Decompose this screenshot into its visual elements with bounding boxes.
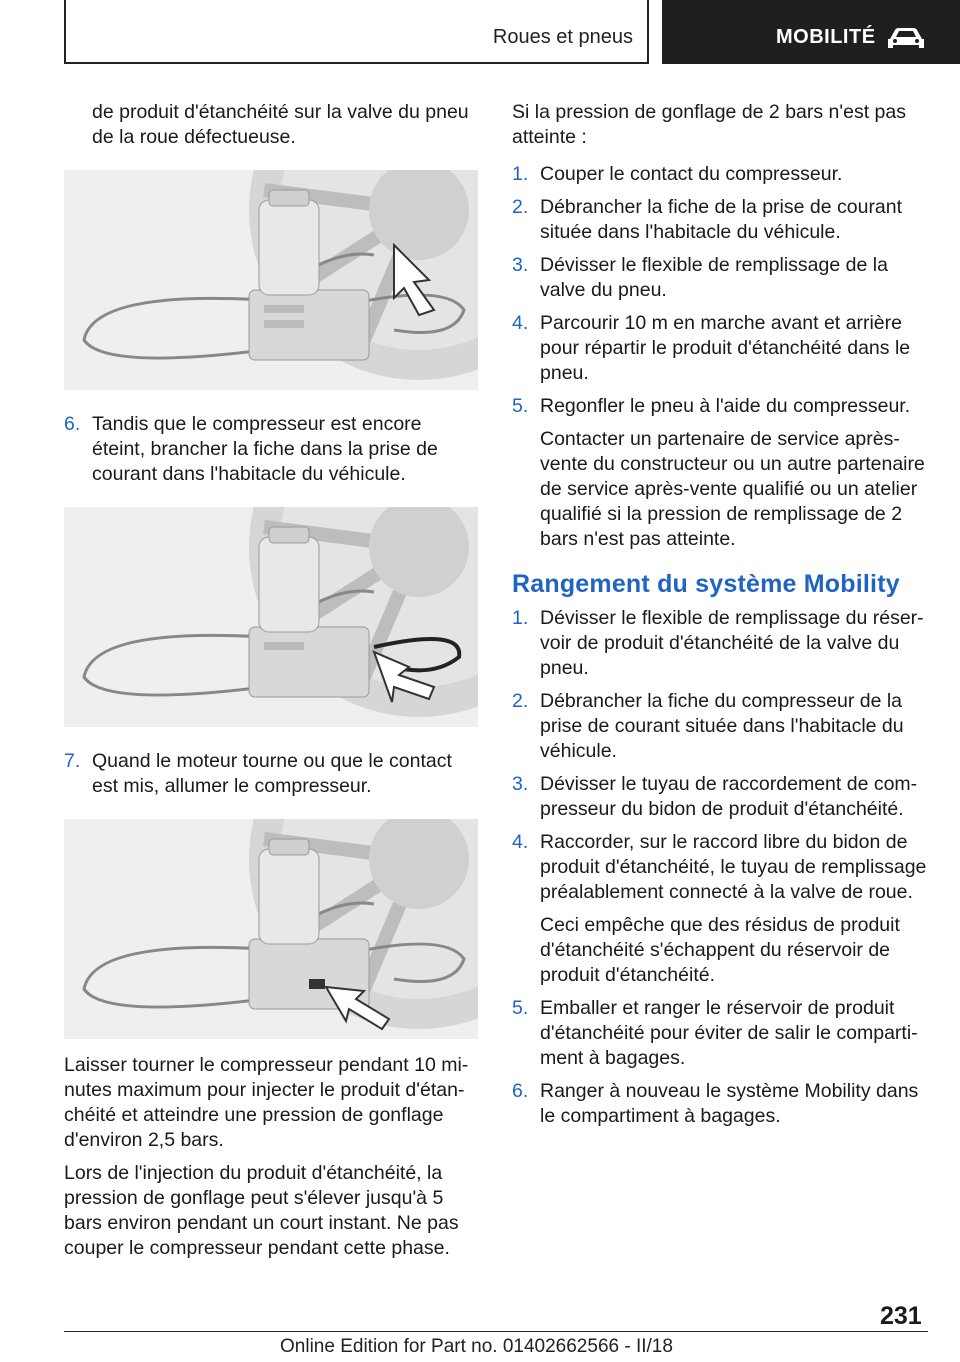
pressure-step-2-number: 2. <box>512 196 529 218</box>
pressure-step-3 <box>512 253 928 303</box>
pressure-steps-list <box>512 162 928 419</box>
footer-divider <box>64 1331 928 1332</box>
left-paragraph-2: Lors de l'injection du produit d'étanchéité, la pression de gonflage peut s'élever jusqu'à 5 bars environ pendant un court instant. Ne pas couper le compresseur pendant cette phase. <box>64 1162 459 1259</box>
left-column <box>64 100 478 1261</box>
storage-step-1 <box>512 606 928 681</box>
left-step-list-7 <box>64 749 478 799</box>
pressure-step-5-text: Regonfler le pneu à l'aide du compresseur. <box>540 395 911 417</box>
storage-step-3 <box>512 772 928 822</box>
pressure-step-4-number: 4. <box>512 312 529 334</box>
left-intro-text: de produit d'étanchéité sur la valve du pneu de la roue défectueuse. <box>92 101 469 148</box>
storage-step-4 <box>512 830 928 905</box>
step-7-number: 7. <box>64 750 81 772</box>
step-6 <box>64 412 478 487</box>
step-7 <box>64 749 478 799</box>
storage-steps-list-continued <box>512 996 928 1129</box>
storage-residue-note: Ceci empêche que des résidus de produit d'étanchéité s'échappent du réservoir de produit d'étanchéité. <box>540 914 900 986</box>
storage-step-6-text: Ranger à nouveau le système Mobility dans le compartiment à bagages. <box>540 1080 919 1127</box>
pressure-step-3-number: 3. <box>512 254 529 276</box>
right-intro-text: Si la pression de gonflage de 2 bars n'est pas atteinte : <box>512 101 906 148</box>
pressure-step-5 <box>512 394 928 419</box>
footer-edition: Online Edition for Part no. 01402662566 - II/18 <box>280 1336 673 1357</box>
pressure-step-1-text: Couper le contact du compresseur. <box>540 163 843 185</box>
pressure-step-2 <box>512 195 928 245</box>
pressure-step-1-number: 1. <box>512 163 529 185</box>
storage-step-5-text: Emballer et ranger le réservoir de produit d'étanchéité pour éviter de salir le compartiment à bagages. <box>540 997 918 1069</box>
pressure-step-4-text: Parcourir 10 m en marche avant et arrière pour répartir le produit d'étanchéité dans le pneu. <box>540 312 911 384</box>
storage-step-2-text: Débrancher la fiche du compresseur de la prise de courant située dans l'habitacle du véhicule. <box>540 690 904 762</box>
sealant-bottle-illustration <box>259 190 319 295</box>
storage-step-5-number: 5. <box>512 997 529 1019</box>
figure-sealant-on-valve <box>64 170 478 390</box>
page-number: 231 <box>880 1302 922 1330</box>
storage-step-4-number: 4. <box>512 831 529 853</box>
step-6-text: Tandis que le compresseur est encore éteint, brancher la fiche dans la prise de courant dans l'habitacle du véhicule. <box>92 413 438 485</box>
pressure-step-5-number: 5. <box>512 395 529 417</box>
left-step-list-6 <box>64 412 478 487</box>
storage-step-1-number: 1. <box>512 607 529 629</box>
step-7-text: Quand le moteur tourne ou que le contact est mis, allumer le compresseur. <box>92 750 452 797</box>
storage-steps-list <box>512 606 928 905</box>
storage-step-3-text: Dévisser le tuyau de raccordement de compresseur du bidon de produit d'étanchéité. <box>540 773 918 820</box>
figure-plug-connect <box>64 507 478 727</box>
header-section-title: Roues et pneus <box>492 26 633 48</box>
pressure-step-2-text: Débrancher la fiche de la prise de courant située dans l'habitacle du véhicule. <box>540 196 903 243</box>
storage-step-3-number: 3. <box>512 773 529 795</box>
header-chapter-box <box>662 0 960 64</box>
storage-step-6 <box>512 1079 928 1129</box>
pressure-step-4 <box>512 311 928 386</box>
service-contact-note: Contacter un partenaire de service après-vente du constructeur ou un autre partenaire de service après-vente qualifié ou un atelier qualifié si la pression de remplissage de 2 bars n'est pas atteinte. <box>540 428 925 550</box>
pressure-step-1 <box>512 162 928 187</box>
storage-step-5 <box>512 996 928 1071</box>
header-section-box <box>64 0 649 64</box>
storage-step-2-number: 2. <box>512 690 529 712</box>
storage-step-6-number: 6. <box>512 1080 529 1102</box>
figure-switch-on <box>64 819 478 1039</box>
pressure-step-3-text: Dévisser le flexible de remplissage de la valve du pneu. <box>540 254 888 301</box>
car-icon <box>886 26 926 52</box>
header-chapter-title: MOBILITÉ <box>776 26 876 48</box>
step-6-number: 6. <box>64 413 81 435</box>
storage-step-2 <box>512 689 928 764</box>
storage-step-4-text: Raccorder, sur le raccord libre du bidon de produit d'étanchéité, le tuyau de remplissage préalablement connecté à la valve de roue. <box>540 831 927 903</box>
section-heading-rangement: Rangement du système Mobility <box>512 570 900 598</box>
compressor-illustration <box>249 290 369 360</box>
right-column <box>512 100 928 1129</box>
storage-step-1-text: Dévisser le flexible de remplissage du réservoir de produit d'étanchéité de la valve du pneu. <box>540 607 924 679</box>
left-paragraph-1: Laisser tourner le compresseur pendant 10 minutes maximum pour injecter le produit d'étanchéité et atteindre une pression de gonflage d'environ 2,5 bars. <box>64 1054 469 1151</box>
